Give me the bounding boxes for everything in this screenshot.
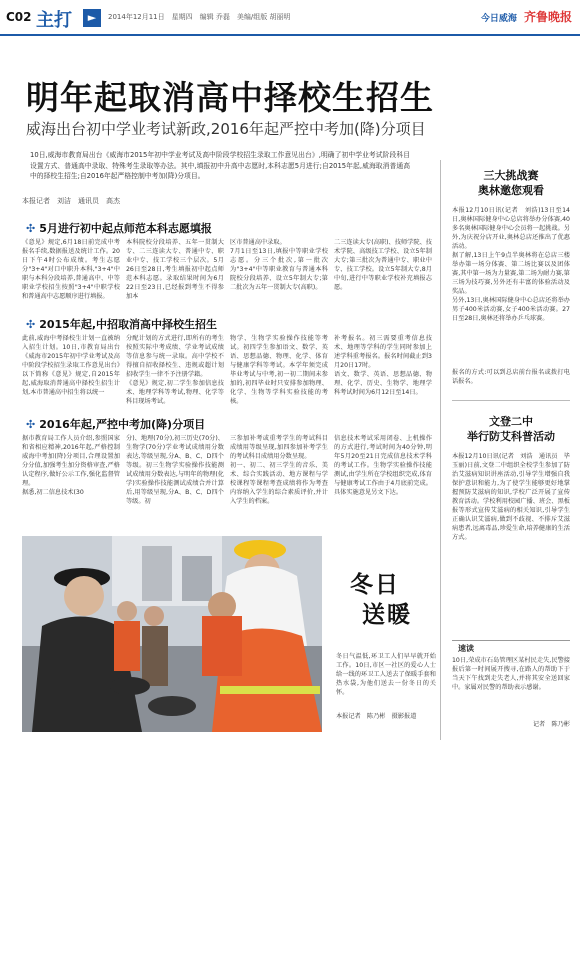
section-title: 主打 [36, 10, 72, 31]
page-number: C02 [6, 10, 32, 24]
bullet-icon: ✣ [26, 418, 36, 431]
photo-illustration [22, 536, 322, 732]
sidebar-story2-title: 文登二中 举行防艾科普活动 [467, 415, 555, 443]
section-heading-1: ✣ 5月进行初中起点师范本科志愿填报 [26, 222, 212, 235]
sidebar-story2-body: 本报12月10日讯(记者 刘浩 通讯员 毕玉丽)日前,文登二中组织全校学生参加了防治艾滋病知识讲座活动,引导学生增强自我保护意识和能力,为了使学生能够更好地掌握预防艾滋病的知识,学校广泛开展了宣传教育活动。学校利用校园广播、班会、黑板报等形式宣传艾滋病的相关知识,引导学生正确认识艾滋病,做到不歧视、不排斥艾滋病患者,远离毒品,珍爱生命,培养健康的生活方式。 [452, 453, 570, 541]
bullet-icon: ✣ [26, 318, 36, 331]
brief-body: 10日,荣成市石岛管理区某村民走失,民警接报后第一时间展开搜寻,在路人的帮助下于当天下午找到走失老人,并将其安全送回家中。家属对民警的帮助表示感谢。 [452, 657, 570, 691]
lede: 10日,威海市教育局出台《威海市2015年初中学业考试及高中阶段学校招生录取工作意见出台》,明确了初中学业考试阶段科目设置方式、普通高中录取、特殊考生录取等办法。其中,填报初中升高中志愿时,本科志愿5月进行;自2015年起,威海取消普通高中的择校生招生;自2016年起严格控制中考加(降)分项目。 [30, 151, 410, 180]
masthead [481, 8, 572, 25]
section1-col4: 二三连读大专(高职)、技师学院、技术学院、高级技工学校、设立5年制大专;第三批次为普通中专、职业中专、技工学校。设立5年制大专,8月中旬,进行中等职业学校补充填报志愿。 [334, 239, 432, 291]
blank-area [0, 745, 580, 980]
section3-col4: 信息技术考试采用闭卷、上机操作的方式进行,考试时间为40分钟,明年5月20至21日完成信息技术学科的考试工作。生物学实验操作技能测试,由学生所在学校组织完成,体育与健康考试工作由于4月底前完成。具体实施意见另文下达。 [334, 435, 432, 496]
sidebar-divider [452, 400, 570, 401]
photo-caption: 冬日气温低,环卫工人们早早就开始工作。10日,市区一社区的爱心人士给一线的环卫工人送去了保暖手套和热水袋,为他们送去一份冬日的关怀。 [336, 653, 436, 696]
section2-col1: 此前,威海中考择校生计划一直被纳入招生计划。10日,市教育局出台《威海市2015年初中学业考试及高中阶段学校招生录取工作意见出台》以下简称《意见》规定,自2015年起,威海取消普通高中择校生招生计划,本市普通高中招生将以统一 [22, 335, 120, 396]
photo-title-line2: 送暖 [362, 601, 412, 628]
sidebar-story1-note: 报名的方式:可以到总店前台报名或拨打电话报名。 [452, 369, 570, 385]
section-heading-3: ✣ 2016年起,严控中考加(降)分项目 [26, 418, 206, 431]
section2-col3: 物学、生物学实验操作技能等考试。初四学生参加语文、数学、英语、思想品德、物理、化学、体育与健康学科等考试。本学年须完成毕业考试与中考,初一初二期间未参加的,初四毕业时只安排参加物理、化学、生物等学科实验技能的考核。 [230, 335, 328, 405]
section1-col2: 本科院校分段培养、五年一贯制大专、二三连读大专、普通中专、职业中专、技工学校三个层次。5月26日至28日,考生填报初中起点师范本科志愿。录取结果时间为6月22日至23日,已经报到考生不得参加本 [126, 239, 224, 300]
photo-title [350, 570, 412, 630]
photo-credit: 本报记者 陈乃彬 摄影报道 [336, 713, 417, 720]
photo-title-line1: 冬日 [350, 571, 400, 598]
brand-right: 齐鲁晚报 [523, 10, 572, 24]
byline: 本报记者 刘洁 通讯员 高杰 [22, 197, 120, 205]
section3-col2: 分)、地理(70分),初三历史(70分)、生物学(70分)学业考试成绩用分数表达,等级呈现,分A、B、C、D四个等级。初三生物学实验操作技能测试成绩用分数表达,与明年的物理(化学)实验操作技能测试成绩合并计算后,用等级呈现,分A、B、C、D四个等级。初 [126, 435, 224, 505]
section-arrow-icon: ► [83, 9, 101, 27]
news-photo [22, 536, 322, 732]
page-header [0, 0, 580, 36]
brief-label: 速读 [458, 644, 474, 653]
section3-col3: 三参加补考或重考学生的考试科目成绩用等级呈现,加四参加补考学生的考试科目成绩用分数呈现。 初一、初二、初三学生的音乐、美术、综合实践活动、地方课程与学校课程等课程考查成绩将作为考查内容纳入学生的综合素质评价,并计入学生的档案。 [230, 435, 328, 505]
section1-col3: 区市普通高中录取。 7月1日至13日,填报中等职业学校志愿。分三个批次,第一批次为"3+4"中等职业教育与普通本科院校分段培养、设立5年制大专;第二批次为五年一贯制大专(高职)。 [230, 239, 328, 291]
section-heading-2: ✣ 2015年起,中招取消高中择校生招生 [26, 318, 218, 331]
sidebar-story1-title: 三大挑战赛 奥林邀您观看 [478, 169, 544, 197]
section2-col2: 分配计划的方式进行,即所有的考生按照实际中考成绩、学业考试成绩等信息参与统一录取。高中学校不得擅自招收择校生、违规或超计划招收学生一律不予注册学籍。 《意见》规定,初二学生参加信息技术、地理学科等考试,物理、化学等科目现场考试。 [126, 335, 224, 405]
section1-col1: 《意见》规定,6月18日前完成中考报名手续,数据报送及统计工作。20日下午4时公布成绩。考生志愿分"3+4"对口中职升本科,"3+4"中职与本科分段培养,普通高中、中等职业学校招生按照"3+4"中职学校和普通高中志愿顺序进行填报。 [22, 239, 120, 300]
section2-col4: 补考报名。初三需要重考信息技术、地理等学科的学生同时参加上述学科重考报名。报名时间截止到3月20日17时。 语文、数学、英语、思想品德、物理、化学、历史、生物学、地理学科考试时间为6月12日至14日。 [334, 335, 432, 396]
sidebar-story1-body: 本报12月10日讯(记者 刘浩)13日至14日,奥林国际健身中心总店将举办分体赛,40多名奥林国际健身中心会员将一起挑战。另外,为庆祝分店开业,奥林总店还推出了优惠活动。 据了解,13日上午9点半奥林将在总店三楼举办第一场分体赛、第二场比赛以及团体赛,其中第一场为力量赛,第二场为耐力赛,第三场为技巧赛,另外还有丰富的体验活动及奖品。 另外,13日,奥林国际健身中心总店还将举办男子400米活动赛,女子400米活动赛。27日至28日,奥林还将举办乒乓球赛。 [452, 207, 570, 322]
bullet-icon: ✣ [26, 222, 36, 235]
brief-box [452, 640, 570, 657]
subheadline: 威海出台初中学业考试新政,2016年起严控中考加(降)分项目 [26, 120, 426, 138]
column-divider [440, 160, 441, 740]
brief-credit: 记者 陈乃彬 [532, 721, 570, 728]
section3-col1: 据市教育局工作人员介绍,参照国家和省相应精神,2016年起,严格控制威海中考加(降)分项目,合理设置加分分值,加强考生加分资格审查,严格认定程序,做好公示工作,强化监督管理。 据悉,初二信息技术(30 [22, 435, 120, 496]
brand-left: 今日威海 [480, 14, 517, 24]
issue-meta: 2014年12月11日 星期四 编辑 乔磊 美编/组版 胡丽明 [108, 13, 291, 21]
headline: 明年起取消高中择校生招生 [26, 78, 434, 117]
